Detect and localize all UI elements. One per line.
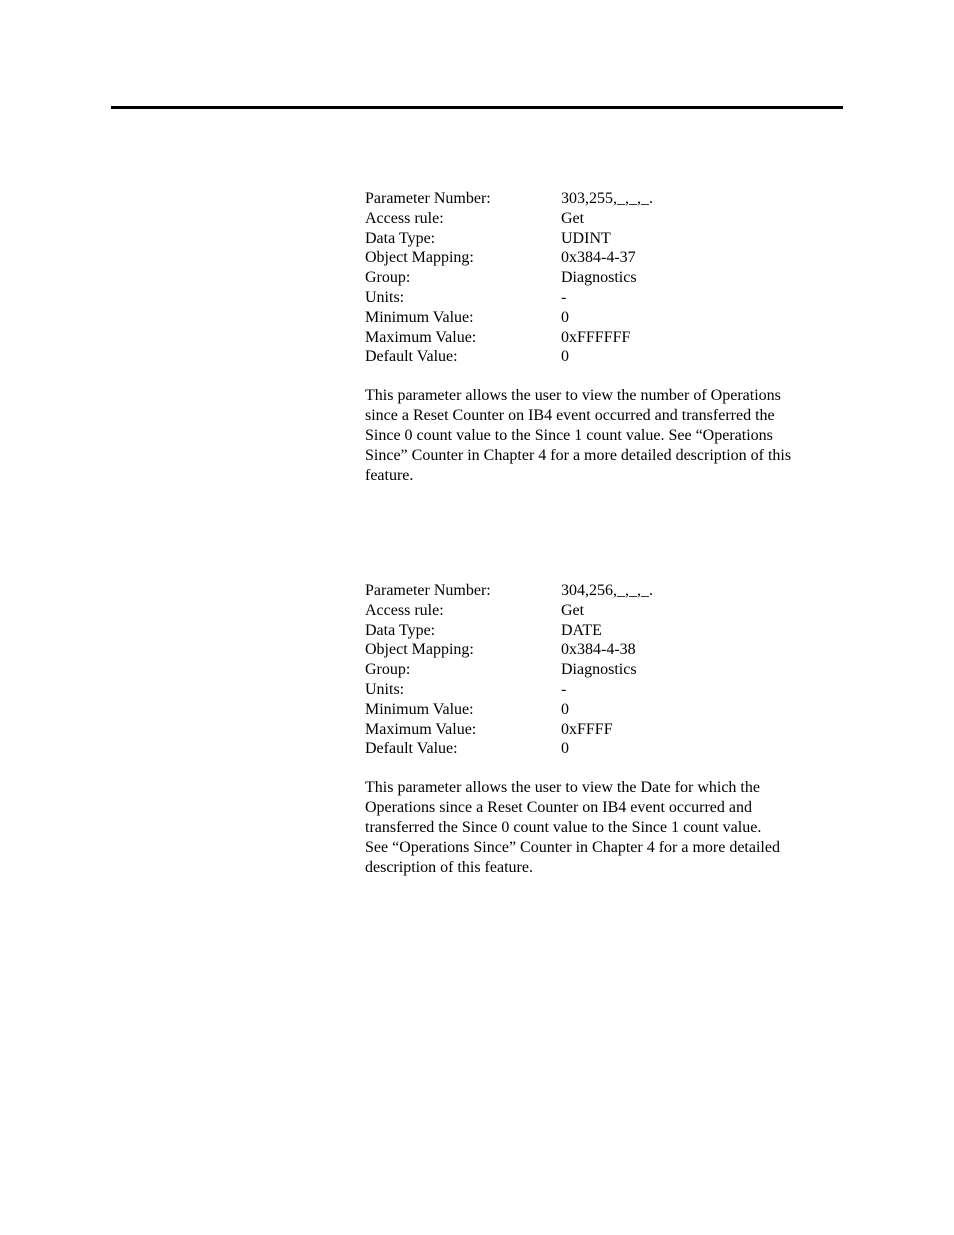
param-label: Access rule: [365,601,444,619]
param-value: Get [561,601,585,619]
param-value: - [561,680,567,698]
param-value: Get [561,209,585,227]
description-line: since a Reset Counter on IB4 event occurred and transferred the [365,407,775,425]
param-row-number [365,189,835,209]
parameter-block-303 [365,189,835,486]
param-value: 0x384-4-37 [561,249,636,267]
parameter-table [365,189,835,367]
param-value: UDINT [561,229,611,247]
description-line: This parameter allows the user to view the Date for which the [365,779,760,797]
parameter-block-304 [365,581,835,878]
param-row-object-mapping [365,640,835,660]
param-label: Access rule: [365,209,444,227]
param-value: - [561,288,567,306]
param-label: Parameter Number: [365,190,491,207]
param-value: 0xFFFFFF [561,328,631,346]
header-rule [111,106,843,109]
param-label: Parameter Number: [365,582,491,599]
param-row-default [365,347,835,367]
param-row-data-type [365,229,835,249]
param-label: Object Mapping: [365,641,474,659]
param-row-maximum [365,720,835,740]
param-value: 304,256,_,_,_. [561,582,653,599]
param-value: 303,255,_,_,_. [561,190,653,207]
description-line: feature. [365,467,414,485]
param-row-object-mapping [365,248,835,268]
param-row-number [365,581,835,601]
description-line: Since” Counter in Chapter 4 for a more detailed description of this [365,447,792,465]
param-row-access-rule [365,601,835,621]
param-label: Default Value: [365,348,458,366]
param-label: Data Type: [365,621,436,639]
param-label: Maximum Value: [365,720,477,738]
param-row-minimum [365,700,835,720]
description-line: Since 0 count value to the Since 1 count value. See “Operations [365,427,773,445]
param-label: Object Mapping: [365,249,474,267]
param-value: 0 [561,308,569,326]
description-line: description of this feature. [365,859,533,877]
param-row-maximum [365,328,835,348]
param-row-group [365,660,835,680]
param-label: Units: [365,680,405,698]
param-label: Group: [365,661,411,679]
param-row-units [365,680,835,700]
param-value: 0 [561,740,569,758]
parameter-description [365,778,827,878]
param-row-units [365,288,835,308]
param-value: 0xFFFF [561,720,613,738]
param-row-default [365,739,835,759]
param-value: Diagnostics [561,269,637,287]
param-label: Minimum Value: [365,700,474,718]
param-value: DATE [561,621,602,639]
param-value: Diagnostics [561,661,637,679]
param-value: 0 [561,348,569,366]
param-label: Minimum Value: [365,308,474,326]
param-row-group [365,268,835,288]
param-label: Units: [365,288,405,306]
description-line: transferred the Since 0 count value to the Since 1 count value. [365,819,762,837]
description-line: Operations since a Reset Counter on IB4 event occurred and [365,799,752,817]
param-row-minimum [365,308,835,328]
param-row-access-rule [365,209,835,229]
param-label: Maximum Value: [365,328,477,346]
param-label: Default Value: [365,740,458,758]
param-value: 0x384-4-38 [561,641,636,659]
param-label: Data Type: [365,229,436,247]
parameter-description [365,386,827,486]
parameter-table [365,581,835,759]
param-value: 0 [561,700,569,718]
param-label: Group: [365,269,411,287]
description-line: See “Operations Since” Counter in Chapter 4 for a more detailed [365,839,780,857]
param-row-data-type [365,621,835,641]
description-line: This parameter allows the user to view the number of Operations [365,387,781,405]
